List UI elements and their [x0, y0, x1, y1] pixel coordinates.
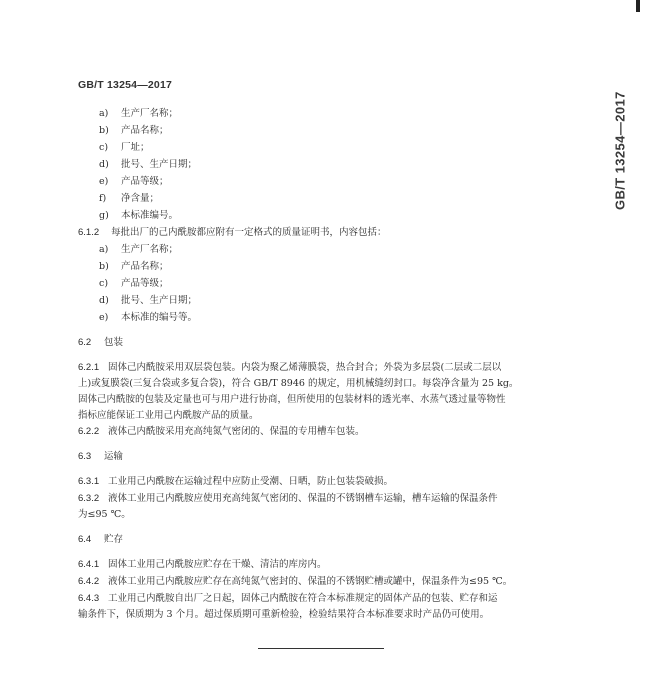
paragraph-line: 工业用己内酰胺自出厂之日起，固体己内酰胺在符合本标准规定的固体产品的包装、贮存和运 — [108, 593, 498, 604]
header-standard-number: GB/T 13254—2017 — [78, 79, 173, 91]
clause-number: 6.1.2 — [78, 227, 100, 238]
list-marker: b) — [99, 125, 109, 136]
section-number: 6.3 — [78, 451, 92, 462]
paragraph-line: 液体工业用己内酰胺应使用充高纯氮气密闭的、保温的不锈钢槽车运输，槽车运输的保温条件 — [108, 493, 498, 504]
paragraph-6-4-2 — [78, 575, 512, 589]
end-rule-divider — [258, 648, 384, 649]
paragraph-number: 6.2.1 — [78, 362, 100, 373]
list-item — [99, 158, 197, 172]
list-item — [99, 311, 197, 325]
list-item — [99, 192, 159, 206]
paragraph-6-3-1 — [78, 475, 393, 489]
page-corner-mark — [636, 0, 640, 12]
paragraph-number: 6.2.2 — [78, 426, 100, 437]
paragraph-line: 液体己内酰胺采用充高纯氮气密闭的、保温的专用槽车包装。 — [108, 426, 365, 437]
section-heading-6-4 — [78, 533, 123, 547]
list-marker: c) — [99, 278, 109, 289]
list-text: 产品名称； — [121, 125, 169, 136]
list-marker: d) — [99, 159, 109, 170]
section-number: 6.4 — [78, 534, 92, 545]
paragraph-number: 6.4.3 — [78, 593, 100, 604]
list-text: 产品等级； — [121, 176, 169, 187]
paragraph-line: 固体工业用己内酰胺应贮存在干燥、清洁的库房内。 — [108, 559, 327, 570]
list-marker: e) — [99, 312, 109, 323]
list-text: 净含量； — [121, 193, 160, 204]
paragraph-6-2-2 — [78, 425, 365, 439]
side-standard-number: GB/T 13254—2017 — [612, 91, 628, 211]
paragraph-line: 为≤95 ℃。 — [78, 509, 131, 520]
section-number: 6.2 — [78, 337, 92, 348]
list-item — [99, 294, 197, 308]
list-marker: g) — [99, 210, 109, 221]
paragraph-6-2-1 — [78, 361, 501, 375]
paragraph-number: 6.4.2 — [78, 576, 100, 587]
list-marker: c) — [99, 142, 109, 153]
paragraph-number: 6.4.1 — [78, 559, 100, 570]
list-text: 批号、生产日期； — [121, 295, 198, 306]
section-title: 包装 — [104, 337, 124, 348]
paragraph-line: 工业用己内酰胺在运输过程中应防止受潮、日晒，防止包装袋破损。 — [108, 476, 394, 487]
section-title: 运输 — [104, 451, 124, 462]
list-item — [99, 209, 178, 223]
list-item — [99, 277, 169, 291]
list-text: 批号、生产日期； — [121, 159, 198, 170]
paragraph-line: 固体己内酰胺的包装及定量也可与用户进行协商，但所使用的包装材料的透光率、水蒸气透过量等物性 — [78, 394, 506, 405]
list-marker: f) — [99, 193, 107, 204]
list-text: 厂址； — [121, 142, 150, 153]
paragraph-6-4-3 — [78, 592, 498, 606]
paragraph-6-3-2 — [78, 492, 498, 506]
paragraph-number: 6.3.2 — [78, 493, 100, 504]
section-heading-6-3 — [78, 450, 123, 464]
section-title: 贮存 — [104, 534, 124, 545]
list-text: 生产厂名称； — [121, 108, 179, 119]
list-marker: e) — [99, 176, 109, 187]
list-item — [99, 107, 178, 121]
paragraph-line: 固体己内酰胺采用双层袋包装。内袋为聚乙烯薄膜袋，热合封合；外袋为多层袋(二层或二层以 — [108, 362, 502, 373]
list-text: 生产厂名称； — [121, 244, 179, 255]
list-text: 产品等级； — [121, 278, 169, 289]
list-marker: a) — [99, 244, 109, 255]
paragraph-line: 上)或复膜袋(三复合袋或多复合袋)，符合 GB/T 8946 的规定，用机械缝纫封口。每袋净含量为 25 kg。 — [78, 378, 519, 389]
list-item — [99, 175, 169, 189]
paragraph-6-4-1 — [78, 558, 327, 572]
paragraph-line: 指标应能保证工业用己内酰胺产品的质量。 — [78, 410, 259, 421]
list-item — [99, 243, 178, 257]
list-marker: b) — [99, 261, 109, 272]
list-item — [99, 124, 169, 138]
list-text: 本标准的编号等。 — [121, 312, 198, 323]
section-heading-6-2 — [78, 336, 123, 350]
list-text: 产品名称； — [121, 261, 169, 272]
list-text: 本标准编号。 — [121, 210, 179, 221]
paragraph-number: 6.3.1 — [78, 476, 100, 487]
list-item — [99, 141, 150, 155]
clause-6-1-2 — [78, 226, 387, 240]
list-item — [99, 260, 169, 274]
paragraph-line: 液体工业用己内酰胺应贮存在高纯氮气密封的、保温的不锈钢贮槽或罐中，保温条件为≤95 ℃。 — [108, 576, 513, 587]
list-marker: a) — [99, 108, 109, 119]
list-marker: d) — [99, 295, 109, 306]
clause-text: 每批出厂的己内酰胺都应附有一定格式的质量证明书，内容包括： — [111, 227, 387, 238]
paragraph-line: 输条件下，保质期为 3 个月。超过保质期可重新检验，检验结果符合本标准要求时产品仍可使用。 — [78, 609, 490, 620]
